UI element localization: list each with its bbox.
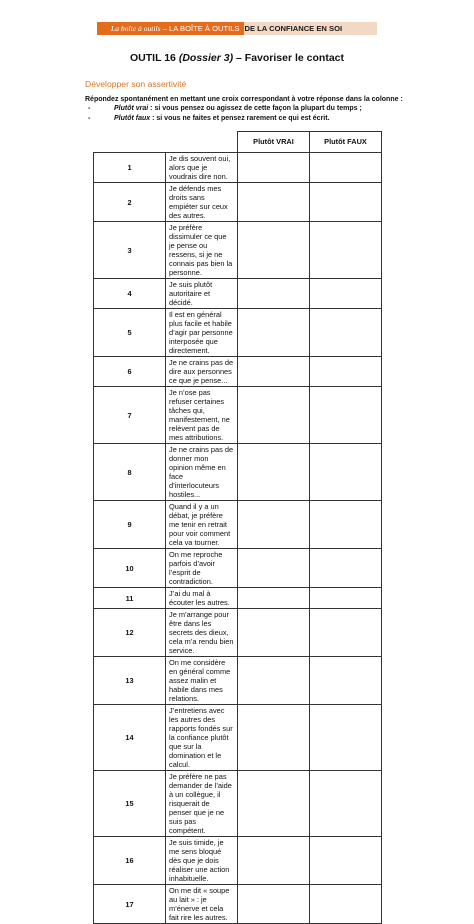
answer-cell-faux[interactable] xyxy=(310,387,382,444)
answer-cell-faux[interactable] xyxy=(310,183,382,222)
answer-cell-vrai[interactable] xyxy=(238,309,310,357)
answer-cell-faux[interactable] xyxy=(310,279,382,309)
answer-cell-faux[interactable] xyxy=(310,444,382,501)
row-statement: Je défends mes droits sans empiéter sur ceux des autres. xyxy=(166,183,238,222)
row-number: 5 xyxy=(94,309,166,357)
row-number: 4 xyxy=(94,279,166,309)
row-number: 6 xyxy=(94,357,166,387)
row-statement: Je ne crains pas de dire aux personnes ce que je pense... xyxy=(166,357,238,387)
answer-cell-faux[interactable] xyxy=(310,771,382,837)
answer-cell-vrai[interactable] xyxy=(238,588,310,609)
table-row xyxy=(94,279,382,309)
answer-cell-vrai[interactable] xyxy=(238,279,310,309)
bullet-text: : si vous ne faites et pensez rarement ce qui est écrit. xyxy=(150,114,330,122)
title-suffix: – Favoriser le contact xyxy=(233,52,344,64)
answer-cell-vrai[interactable] xyxy=(238,657,310,705)
answer-cell-faux[interactable] xyxy=(310,609,382,657)
table-row xyxy=(94,705,382,771)
table-row xyxy=(94,222,382,279)
instruction-bullet xyxy=(85,104,425,113)
table-row xyxy=(94,357,382,387)
bullet-label: Plutôt faux xyxy=(114,114,151,122)
table-header-row xyxy=(94,132,382,153)
answer-cell-vrai[interactable] xyxy=(238,771,310,837)
page-title xyxy=(0,52,474,64)
row-statement: Il est en général plus facile et habile d’agir par personne interposée que directement. xyxy=(166,309,238,357)
row-statement: Je suis timide, je me sens bloqué dès que je dois réaliser une action inhabituelle. xyxy=(166,837,238,885)
bullet-label: Plutôt vrai xyxy=(114,105,149,113)
answer-cell-faux[interactable] xyxy=(310,501,382,549)
row-number: 10 xyxy=(94,549,166,588)
section-subtitle: Développer son assertivité xyxy=(85,79,187,89)
bullet-text: : si vous pensez ou agissez de cette façon la plupart du temps ; xyxy=(148,105,362,113)
table-row xyxy=(94,549,382,588)
questionnaire-table xyxy=(93,131,382,924)
table-row xyxy=(94,387,382,444)
title-prefix: OUTIL 16 xyxy=(130,52,179,64)
bullet-dash: - xyxy=(88,105,91,113)
row-number: 7 xyxy=(94,387,166,444)
answer-cell-faux[interactable] xyxy=(310,837,382,885)
answer-cell-vrai[interactable] xyxy=(238,387,310,444)
row-statement: J’entretiens avec les autres des rapports fondés sur la confiance plutôt que sur la domination et le calcul. xyxy=(166,705,238,771)
column-header-vrai: Plutôt VRAI xyxy=(238,132,310,153)
row-statement: On me considère en général comme assez malin et habile dans mes relations. xyxy=(166,657,238,705)
row-number: 9 xyxy=(94,501,166,549)
answer-cell-vrai[interactable] xyxy=(238,609,310,657)
row-number: 14 xyxy=(94,705,166,771)
answer-cell-faux[interactable] xyxy=(310,657,382,705)
title-dossier: (Dossier 3) xyxy=(178,52,234,64)
table-row xyxy=(94,885,382,924)
answer-cell-vrai[interactable] xyxy=(238,705,310,771)
row-number: 13 xyxy=(94,657,166,705)
row-statement: Je préfère dissimuler ce que je pense ou ressens, si je ne connais pas bien la personne. xyxy=(166,222,238,279)
instruction-bullet xyxy=(85,114,425,123)
table-row xyxy=(94,153,382,183)
row-statement: On me dit « soupe au lait » : je m’énerve et cela fait rire les autres. xyxy=(166,885,238,924)
row-number: 12 xyxy=(94,609,166,657)
row-number: 16 xyxy=(94,837,166,885)
answer-cell-vrai[interactable] xyxy=(238,837,310,885)
table-header-blank xyxy=(94,132,238,153)
answer-cell-vrai[interactable] xyxy=(238,885,310,924)
row-number: 1 xyxy=(94,153,166,183)
table-row xyxy=(94,771,382,837)
row-statement: Je ne crains pas de donner mon opinion même en face d’interlocuteurs hostiles... xyxy=(166,444,238,501)
row-statement: Je dis souvent oui, alors que je voudrais dire non. xyxy=(166,153,238,183)
row-number: 15 xyxy=(94,771,166,837)
header-banner xyxy=(97,22,377,35)
answer-cell-vrai[interactable] xyxy=(238,357,310,387)
answer-cell-vrai[interactable] xyxy=(238,183,310,222)
row-statement: Quand il y a un débat, je préfère me tenir en retrait pour voir comment cela va tourner. xyxy=(166,501,238,549)
table-row xyxy=(94,609,382,657)
answer-cell-vrai[interactable] xyxy=(238,153,310,183)
answer-cell-faux[interactable] xyxy=(310,153,382,183)
header-brand-sep: – LA BOÎTE À OUTILS xyxy=(160,24,240,33)
table-row xyxy=(94,657,382,705)
row-number: 2 xyxy=(94,183,166,222)
answer-cell-vrai[interactable] xyxy=(238,222,310,279)
row-statement: Je suis plutôt autoritaire et décidé. xyxy=(166,279,238,309)
table-row xyxy=(94,183,382,222)
answer-cell-faux[interactable] xyxy=(310,222,382,279)
row-number: 8 xyxy=(94,444,166,501)
header-brand-italic: La boîte à outils xyxy=(111,24,161,33)
answer-cell-faux[interactable] xyxy=(310,588,382,609)
instructions xyxy=(85,95,425,123)
row-statement: J’ai du mal à écouter les autres. xyxy=(166,588,238,609)
table-row xyxy=(94,837,382,885)
answer-cell-faux[interactable] xyxy=(310,549,382,588)
column-header-faux: Plutôt FAUX xyxy=(310,132,382,153)
row-number: 3 xyxy=(94,222,166,279)
row-number: 11 xyxy=(94,588,166,609)
bullet-dash: - xyxy=(88,114,91,122)
table-row xyxy=(94,309,382,357)
table-row xyxy=(94,444,382,501)
table-row xyxy=(94,501,382,549)
answer-cell-faux[interactable] xyxy=(310,705,382,771)
answer-cell-vrai[interactable] xyxy=(238,501,310,549)
table-row xyxy=(94,588,382,609)
row-statement: Je n’ose pas refuser certaines tâches qui, manifestement, ne relèvent pas de mes attributions. xyxy=(166,387,238,444)
row-number: 17 xyxy=(94,885,166,924)
header-brand xyxy=(97,22,244,35)
answer-cell-vrai[interactable] xyxy=(238,549,310,588)
instructions-intro: Répondez spontanément en mettant une croix correspondant à votre réponse dans la colonne : xyxy=(85,96,403,103)
answer-cell-vrai[interactable] xyxy=(238,444,310,501)
row-statement: Je préfère ne pas demander de l’aide à un collègue, il risquerait de penser que je ne suis pas compétent. xyxy=(166,771,238,837)
header-brand-right: DE LA CONFIANCE EN SOI xyxy=(244,22,378,35)
row-statement: Je m’arrange pour être dans les secrets des dieux, cela m’a rendu bien service. xyxy=(166,609,238,657)
answer-cell-faux[interactable] xyxy=(310,357,382,387)
table-body xyxy=(94,153,382,924)
answer-cell-faux[interactable] xyxy=(310,885,382,924)
row-statement: On me reproche parfois d’avoir l’esprit de contradiction. xyxy=(166,549,238,588)
answer-cell-faux[interactable] xyxy=(310,309,382,357)
